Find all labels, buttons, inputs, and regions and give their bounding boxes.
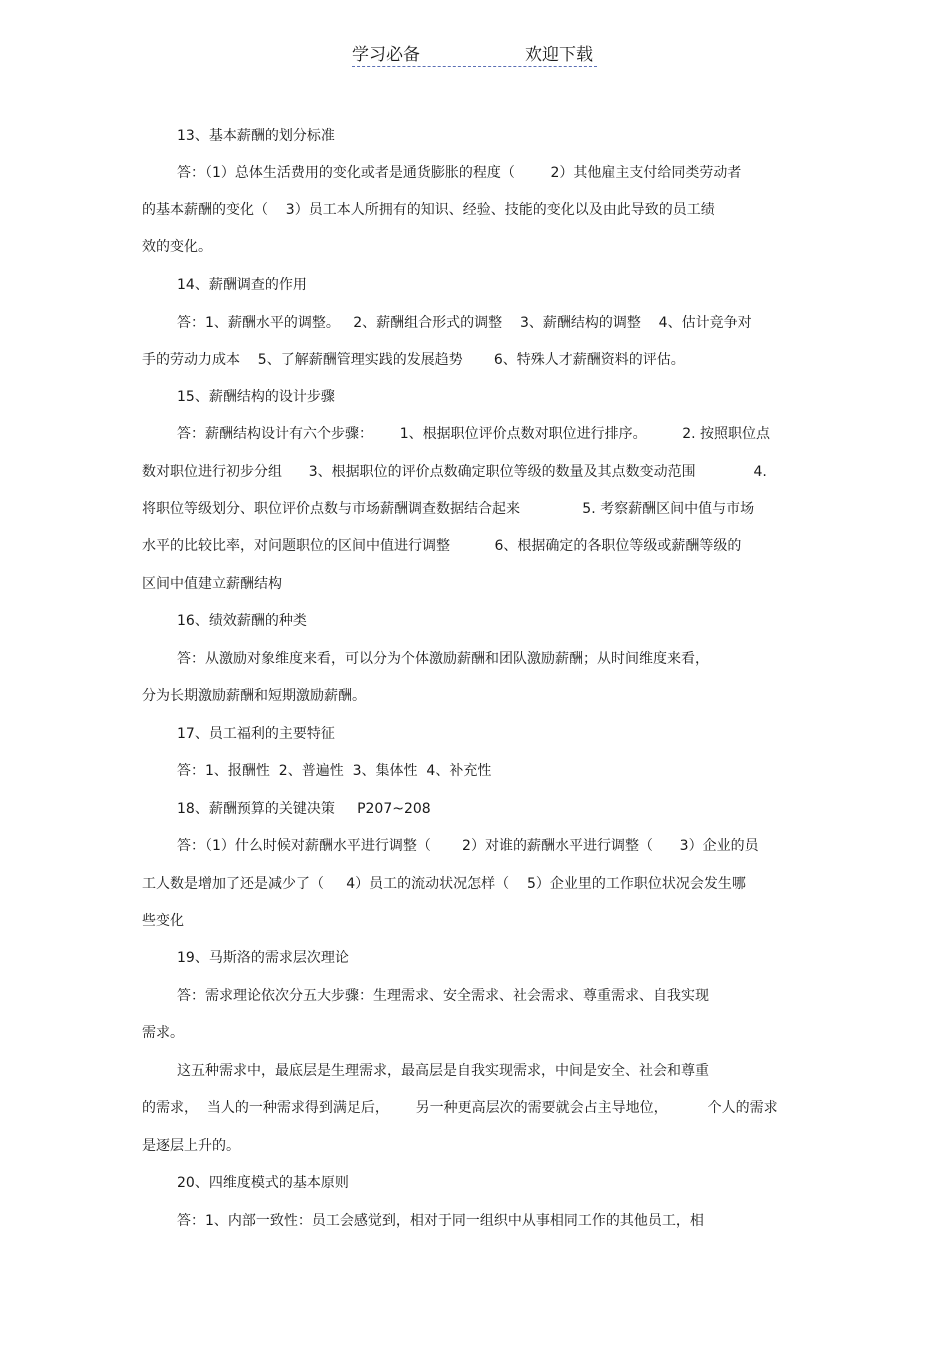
- text-line: 17、员工福利的主要特征: [177, 726, 335, 742]
- text-line: 答：薪酬结构设计有六个步骤： 1、根据职位评价点数对职位进行排序。 2. 按照职位点: [177, 426, 771, 442]
- text-line: 20、四维度模式的基本原则: [177, 1175, 349, 1191]
- text-line: 答：1、报酬性 2、普遍性 3、集体性 4、补充性: [177, 763, 492, 779]
- text-line: 16、绩效薪酬的种类: [177, 613, 307, 629]
- text-line: 分为长期激励薪酬和短期激励薪酬。: [142, 688, 366, 704]
- text-line: 水平的比较比率，对问题职位的区间中值进行调整 6、根据确定的各职位等级或薪酬等级的: [142, 538, 742, 554]
- text-line: 区间中值建立薪酬结构: [142, 576, 282, 592]
- text-line: 工人数是增加了还是减少了（ 4）员工的流动状况怎样（ 5）企业里的工作职位状况会发生哪: [142, 876, 746, 892]
- text-line: 将职位等级划分、职位评价点数与市场薪酬调查数据结合起来 5. 考察薪酬区间中值与市场: [142, 501, 755, 517]
- text-line: 19、马斯洛的需求层次理论: [177, 950, 349, 966]
- text-line: 答：（1）总体生活费用的变化或者是通货膨胀的程度（ 2）其他雇主支付给同类劳动者: [177, 165, 742, 181]
- header-left-text: 学习必备: [352, 45, 420, 65]
- text-line: 答：（1）什么时候对薪酬水平进行调整（ 2）对谁的薪酬水平进行调整（ 3）企业的员: [177, 838, 759, 854]
- text-line: 的需求， 当人的一种需求得到满足后， 另一种更高层次的需要就会占主导地位， 个人的需求: [142, 1100, 778, 1116]
- text-line: 答：需求理论依次分五大步骤：生理需求、安全需求、社会需求、尊重需求、自我实现: [177, 988, 709, 1004]
- text-line: 15、薪酬结构的设计步骤: [177, 389, 335, 405]
- text-line: 答：1、薪酬水平的调整。 2、薪酬组合形式的调整 3、薪酬结构的调整 4、估计竞争对: [177, 315, 752, 331]
- text-line: 数对职位进行初步分组 3、根据职位的评价点数确定职位等级的数量及其点数变动范围 4.: [142, 464, 767, 480]
- text-line: 是逐层上升的。: [142, 1138, 240, 1154]
- text-line: 些变化: [142, 913, 184, 929]
- text-line: 答：从激励对象维度来看，可以分为个体激励薪酬和团队激励薪酬；从时间维度来看，: [177, 651, 709, 667]
- text-line: 手的劳动力成本 5、了解薪酬管理实践的发展趋势 6、特殊人才薪酬资料的评估。: [142, 352, 685, 368]
- text-line: 效的变化。: [142, 239, 212, 255]
- text-line: 13、基本薪酬的划分标准: [177, 128, 335, 144]
- text-line: 14、薪酬调查的作用: [177, 277, 307, 293]
- page-header: [352, 40, 597, 67]
- text-line: 答：1、内部一致性：员工会感觉到，相对于同一组织中从事相同工作的其他员工，相: [177, 1213, 704, 1229]
- header-right-text: 欢迎下载: [525, 45, 593, 65]
- text-line: 18、薪酬预算的关键决策 P207~208: [177, 801, 431, 817]
- text-line: 这五种需求中，最底层是生理需求，最高层是自我实现需求，中间是安全、社会和尊重: [177, 1063, 709, 1079]
- text-line: 需求。: [142, 1025, 184, 1041]
- text-line: 的基本薪酬的变化（ 3）员工本人所拥有的知识、经验、技能的变化以及由此导致的员工绩: [142, 202, 715, 218]
